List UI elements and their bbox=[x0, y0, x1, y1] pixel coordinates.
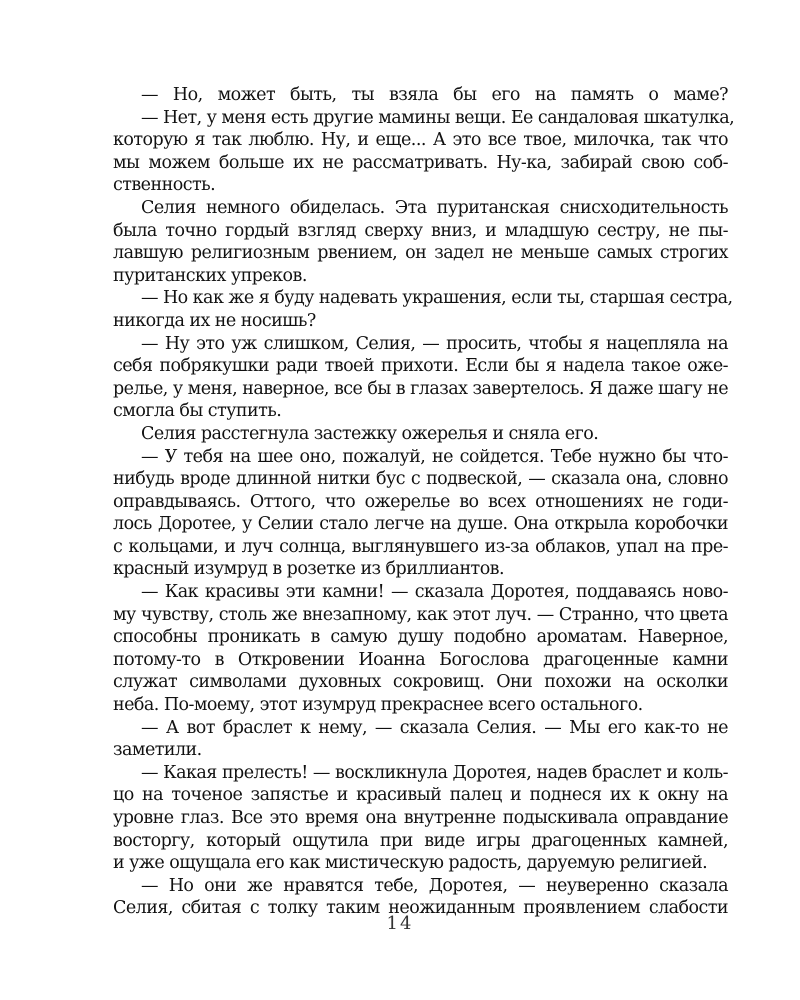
text-line: — А вот браслет к нему, — сказала Селия. — Мы его как-то не bbox=[141, 717, 728, 738]
text-line: лось Доротее, у Селии стало легче на душе. Она открыла коробочки bbox=[113, 514, 728, 535]
text-line: му чувству, столь же внезапному, как этот луч. — Странно, что цвета bbox=[113, 604, 728, 625]
text-line: ственность. bbox=[113, 175, 216, 196]
text-line: смогла бы ступить. bbox=[113, 401, 282, 422]
text-line: — У тебя на шее оно, пожалуй, не сойдется. Тебе нужно бы что- bbox=[141, 446, 728, 467]
text-line: была точно гордый взгляд сверху вниз, и младшую сестру, не пы- bbox=[113, 220, 728, 241]
text-line: — Но как же я буду надевать украшения, если ты, старшая сестра, bbox=[141, 288, 733, 309]
text-line: неба. По-моему, этот изумруд прекраснее всего остального. bbox=[113, 695, 643, 716]
text-line: пуританских упреков. bbox=[113, 265, 307, 286]
body-text bbox=[113, 84, 735, 920]
text-line: Селия расстегнула застежку ожерелья и сняла его. bbox=[141, 423, 599, 444]
text-line: служат символами духовных сокровищ. Они похожи на осколки bbox=[113, 672, 728, 693]
text-line: — Но они же нравятся тебе, Доротея, — неуверенно сказала bbox=[141, 875, 728, 896]
text-line: способны проникать в самую душу подобно ароматам. Наверное, bbox=[113, 627, 728, 648]
text-line: лавшую религиозным рвением, он задел не меньше самых строгих bbox=[113, 243, 728, 264]
text-line: — Какая прелесть! — воскликнула Доротея, надев браслет и коль- bbox=[141, 762, 728, 783]
text-line: которую я так люблю. Ну, и еще... А это все твое, милочка, так что bbox=[113, 130, 728, 151]
text-line: — Но, может быть, ты взяла бы его на память о маме? bbox=[141, 85, 728, 105]
text-line: оправдываясь. Оттого, что ожерелье во всех отношениях не годи- bbox=[113, 491, 728, 512]
text-line: — Как красивы эти камни! — сказала Доротея, поддаваясь ново- bbox=[141, 582, 728, 603]
text-line: себя побрякушки ради твоей прихоти. Если бы я надела такое оже- bbox=[113, 356, 728, 377]
text-line: нибудь вроде длинной нитки бус с подвеской, — сказала она, словно bbox=[113, 469, 728, 490]
text-line: уровне глаз. Все это время она внутренне подыскивала оправдание bbox=[113, 808, 728, 828]
text-line: потому-то в Откровении Иоанна Богослова драгоценные камни bbox=[113, 649, 728, 670]
text-line: красный изумруд в розетке из бриллиантов. bbox=[113, 559, 504, 580]
text-line: и уже ощущала его как мистическую радость, даруемую религией. bbox=[113, 853, 708, 874]
text-line: Селия немного обиделась. Эта пуританская снисходительность bbox=[141, 197, 728, 218]
page-number: 14 bbox=[386, 913, 414, 934]
text-line: — Ну это уж слишком, Селия, — просить, чтобы я нацепляла на bbox=[141, 333, 728, 354]
text-line: восторгу, который ощутила при виде игры драгоценных камней, bbox=[113, 830, 728, 851]
text-line: релье, у меня, наверное, все бы в глазах завертелось. Я даже шагу не bbox=[113, 378, 728, 399]
text-line: цо на точеное запястье и красивый палец и поднеся их к окну на bbox=[113, 785, 728, 806]
text-line: заметили. bbox=[113, 740, 202, 761]
text-line: с кольцами, и луч солнца, выглянувшего из-за облаков, упал на пре- bbox=[113, 536, 728, 557]
text-line: Селия, сбитая с толку таким неожиданным проявлением слабости bbox=[113, 898, 728, 919]
text-line: никогда их не носишь? bbox=[113, 310, 316, 331]
text-line: — Нет, у меня есть другие мамины вещи. Ее сандаловая шкатулка, bbox=[141, 107, 735, 128]
text-line: мы можем больше их не рассматривать. Ну-ка, забирай свою соб- bbox=[113, 152, 728, 173]
